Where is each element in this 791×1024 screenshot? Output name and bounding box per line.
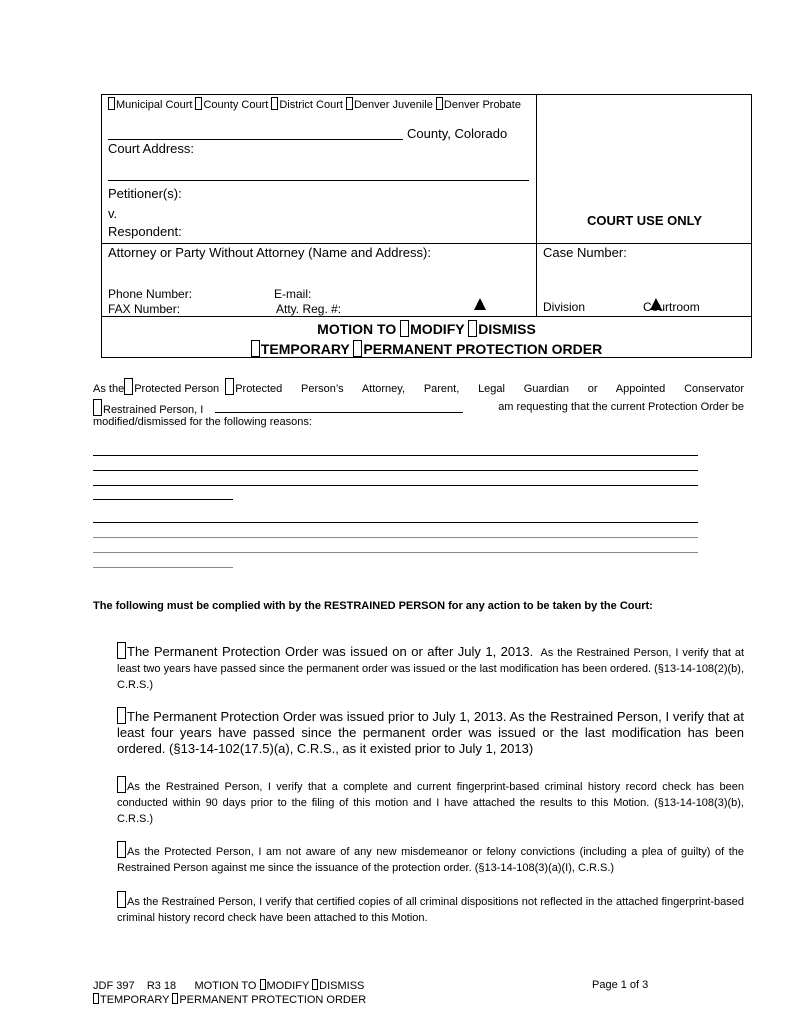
intro-as-the: As the	[93, 383, 125, 395]
requirement-3-text: As the Restrained Person, I verify that a complete and current fingerprint-based criminal history record check has been conducted within 90 days prior to the filing of this motion and I have attached the results to this Motion. (§13-14-108(3)(b), C.R.S.)	[117, 781, 744, 825]
protected-person-label: Protected Person	[134, 383, 220, 395]
reason-line[interactable]	[93, 470, 698, 471]
requirement-1-text: As the Restrained Person, I verify that at least two years have passed since the permanent order was issued or the last modification has been ordered. (§13-14-108(2)(b), C.R.S.)	[117, 647, 745, 691]
requirement-item-2	[117, 707, 744, 757]
footer-dismiss: DISMISS	[319, 980, 365, 992]
reason-line[interactable]	[93, 567, 233, 568]
footer-modify: MODIFY	[266, 980, 310, 992]
requirements-heading: The following must be complied with by the RESTRAINED PERSON for any action to be taken by the Court:	[93, 600, 653, 612]
permanent-checkbox[interactable]	[353, 340, 362, 357]
district-court-checkbox[interactable]	[271, 97, 278, 110]
footer-temporary-checkbox	[93, 993, 99, 1004]
footer-revision: R3 18	[146, 980, 177, 992]
dismiss-checkbox[interactable]	[468, 320, 477, 337]
requirement-5-text: As the Restrained Person, I verify that certified copies of all criminal dispositions not reflected in the attached fingerprint-based criminal history record check have been attached to this Motion.	[117, 896, 744, 924]
county-name-line[interactable]	[108, 139, 403, 140]
protected-attorney-checkbox[interactable]	[225, 378, 234, 395]
requirement-item-1	[117, 642, 744, 693]
municipal-court-label: Municipal Court	[116, 99, 193, 111]
triangle-marker-icon	[474, 298, 486, 310]
requirement-1-checkbox[interactable]	[117, 642, 126, 659]
intro-reasons: modified/dismissed for the following reasons:	[93, 416, 312, 428]
respondent-label: Respondent:	[108, 224, 182, 239]
title-modify: MODIFY	[410, 321, 465, 337]
requirement-item-4	[117, 841, 744, 876]
petitioner-label: Petitioner(s):	[108, 186, 182, 201]
attorney-label: Attorney or Party Without Attorney (Name and Address):	[108, 245, 431, 260]
phone-label: Phone Number:	[108, 287, 193, 301]
caption-divider	[536, 94, 537, 316]
reason-line[interactable]	[93, 552, 698, 553]
title-temporary: TEMPORARY	[260, 341, 350, 357]
requirement-5-checkbox[interactable]	[117, 891, 126, 908]
temporary-checkbox[interactable]	[251, 340, 260, 357]
reason-line[interactable]	[93, 537, 698, 538]
footer-page-number: Page 1 of 3	[592, 979, 649, 991]
footer-line-2	[93, 993, 366, 1006]
requirement-item-5	[117, 891, 744, 926]
restrained-person-checkbox[interactable]	[93, 399, 102, 416]
reason-line[interactable]	[93, 499, 233, 500]
court-use-only: COURT USE ONLY	[586, 213, 703, 228]
footer-form-id: JDF 397	[93, 980, 135, 992]
case-number-label: Case Number:	[543, 245, 627, 260]
denver-probate-checkbox[interactable]	[436, 97, 443, 110]
title-motion-to: MOTION TO	[317, 321, 397, 337]
county-suffix: County, Colorado	[407, 126, 508, 141]
intro-line-1	[93, 378, 744, 395]
title-line-2	[101, 340, 752, 357]
footer-motion: MOTION TO	[194, 980, 257, 992]
requirement-4-checkbox[interactable]	[117, 841, 126, 858]
reason-line[interactable]	[93, 522, 698, 523]
requirement-item-3	[117, 776, 744, 827]
footer-dismiss-checkbox	[312, 979, 318, 990]
municipal-court-checkbox[interactable]	[108, 97, 115, 110]
footer-permanent-checkbox	[172, 993, 178, 1004]
district-court-label: District Court	[279, 99, 343, 111]
county-court-checkbox[interactable]	[195, 97, 202, 110]
footer-modify-checkbox	[260, 979, 266, 990]
courtroom-label: Courtroom	[643, 300, 700, 314]
fax-label: FAX Number:	[108, 302, 181, 316]
title-line-1	[101, 320, 752, 337]
versus-label: v.	[108, 206, 118, 221]
footer-line-1	[93, 979, 364, 992]
protected-person-checkbox[interactable]	[124, 378, 133, 395]
caption-row-divider-1	[101, 243, 752, 244]
court-options	[108, 97, 528, 113]
court-address-line[interactable]	[108, 180, 529, 181]
atty-reg-label: Atty. Reg. #:	[276, 302, 342, 316]
requirement-1-lead: The Permanent Protection Order was issued on or after July 1, 2013.	[127, 644, 534, 659]
caption-row-divider-2	[101, 316, 752, 317]
title-permanent: PERMANENT PROTECTION ORDER	[363, 341, 603, 357]
denver-juvenile-checkbox[interactable]	[346, 97, 353, 110]
intro-line-2	[93, 399, 744, 417]
county-court-label: County Court	[203, 99, 269, 111]
restrained-person-label: Restrained Person, I	[103, 404, 204, 416]
reason-line[interactable]	[93, 455, 698, 456]
email-label: E-mail:	[274, 287, 312, 301]
footer-permanent: PERMANENT PROTECTION ORDER	[179, 994, 367, 1006]
requirement-2-text: The Permanent Protection Order was issued prior to July 1, 2013. As the Restrained Person, I verify that at least four years have passed since the permanent order was issued or the last modification has been ordered. (§13-14-102(17.5)(a), C.R.S., as it existed prior to July 1, 2013)	[117, 709, 744, 756]
requesting-text: am requesting that the current Protection Order be	[498, 401, 744, 413]
division-label: Division	[543, 300, 586, 314]
court-address-label: Court Address:	[108, 141, 194, 156]
requester-name-line[interactable]	[215, 412, 463, 413]
triangle-marker-icon	[650, 298, 662, 310]
requirement-4-text: As the Protected Person, I am not aware of any new misdemeanor or felony convictions (including a plea of guilty) of the Restrained Person against me since the issuance of the protection order. (§13-14-108(3)(a)(I), C.R.S.)	[117, 846, 744, 874]
denver-juvenile-label: Denver Juvenile	[353, 99, 433, 111]
denver-probate-label: Denver Probate	[443, 99, 521, 111]
footer-temporary: TEMPORARY	[100, 994, 170, 1006]
title-dismiss: DISMISS	[478, 321, 536, 337]
modify-checkbox[interactable]	[400, 320, 409, 337]
reason-line[interactable]	[93, 485, 698, 486]
protected-attorney-label: Protected Person’s Attorney, Parent, Legal Guardian or Appointed Conservator	[235, 383, 744, 395]
requirement-3-checkbox[interactable]	[117, 776, 126, 793]
requirement-2-checkbox[interactable]	[117, 707, 126, 724]
